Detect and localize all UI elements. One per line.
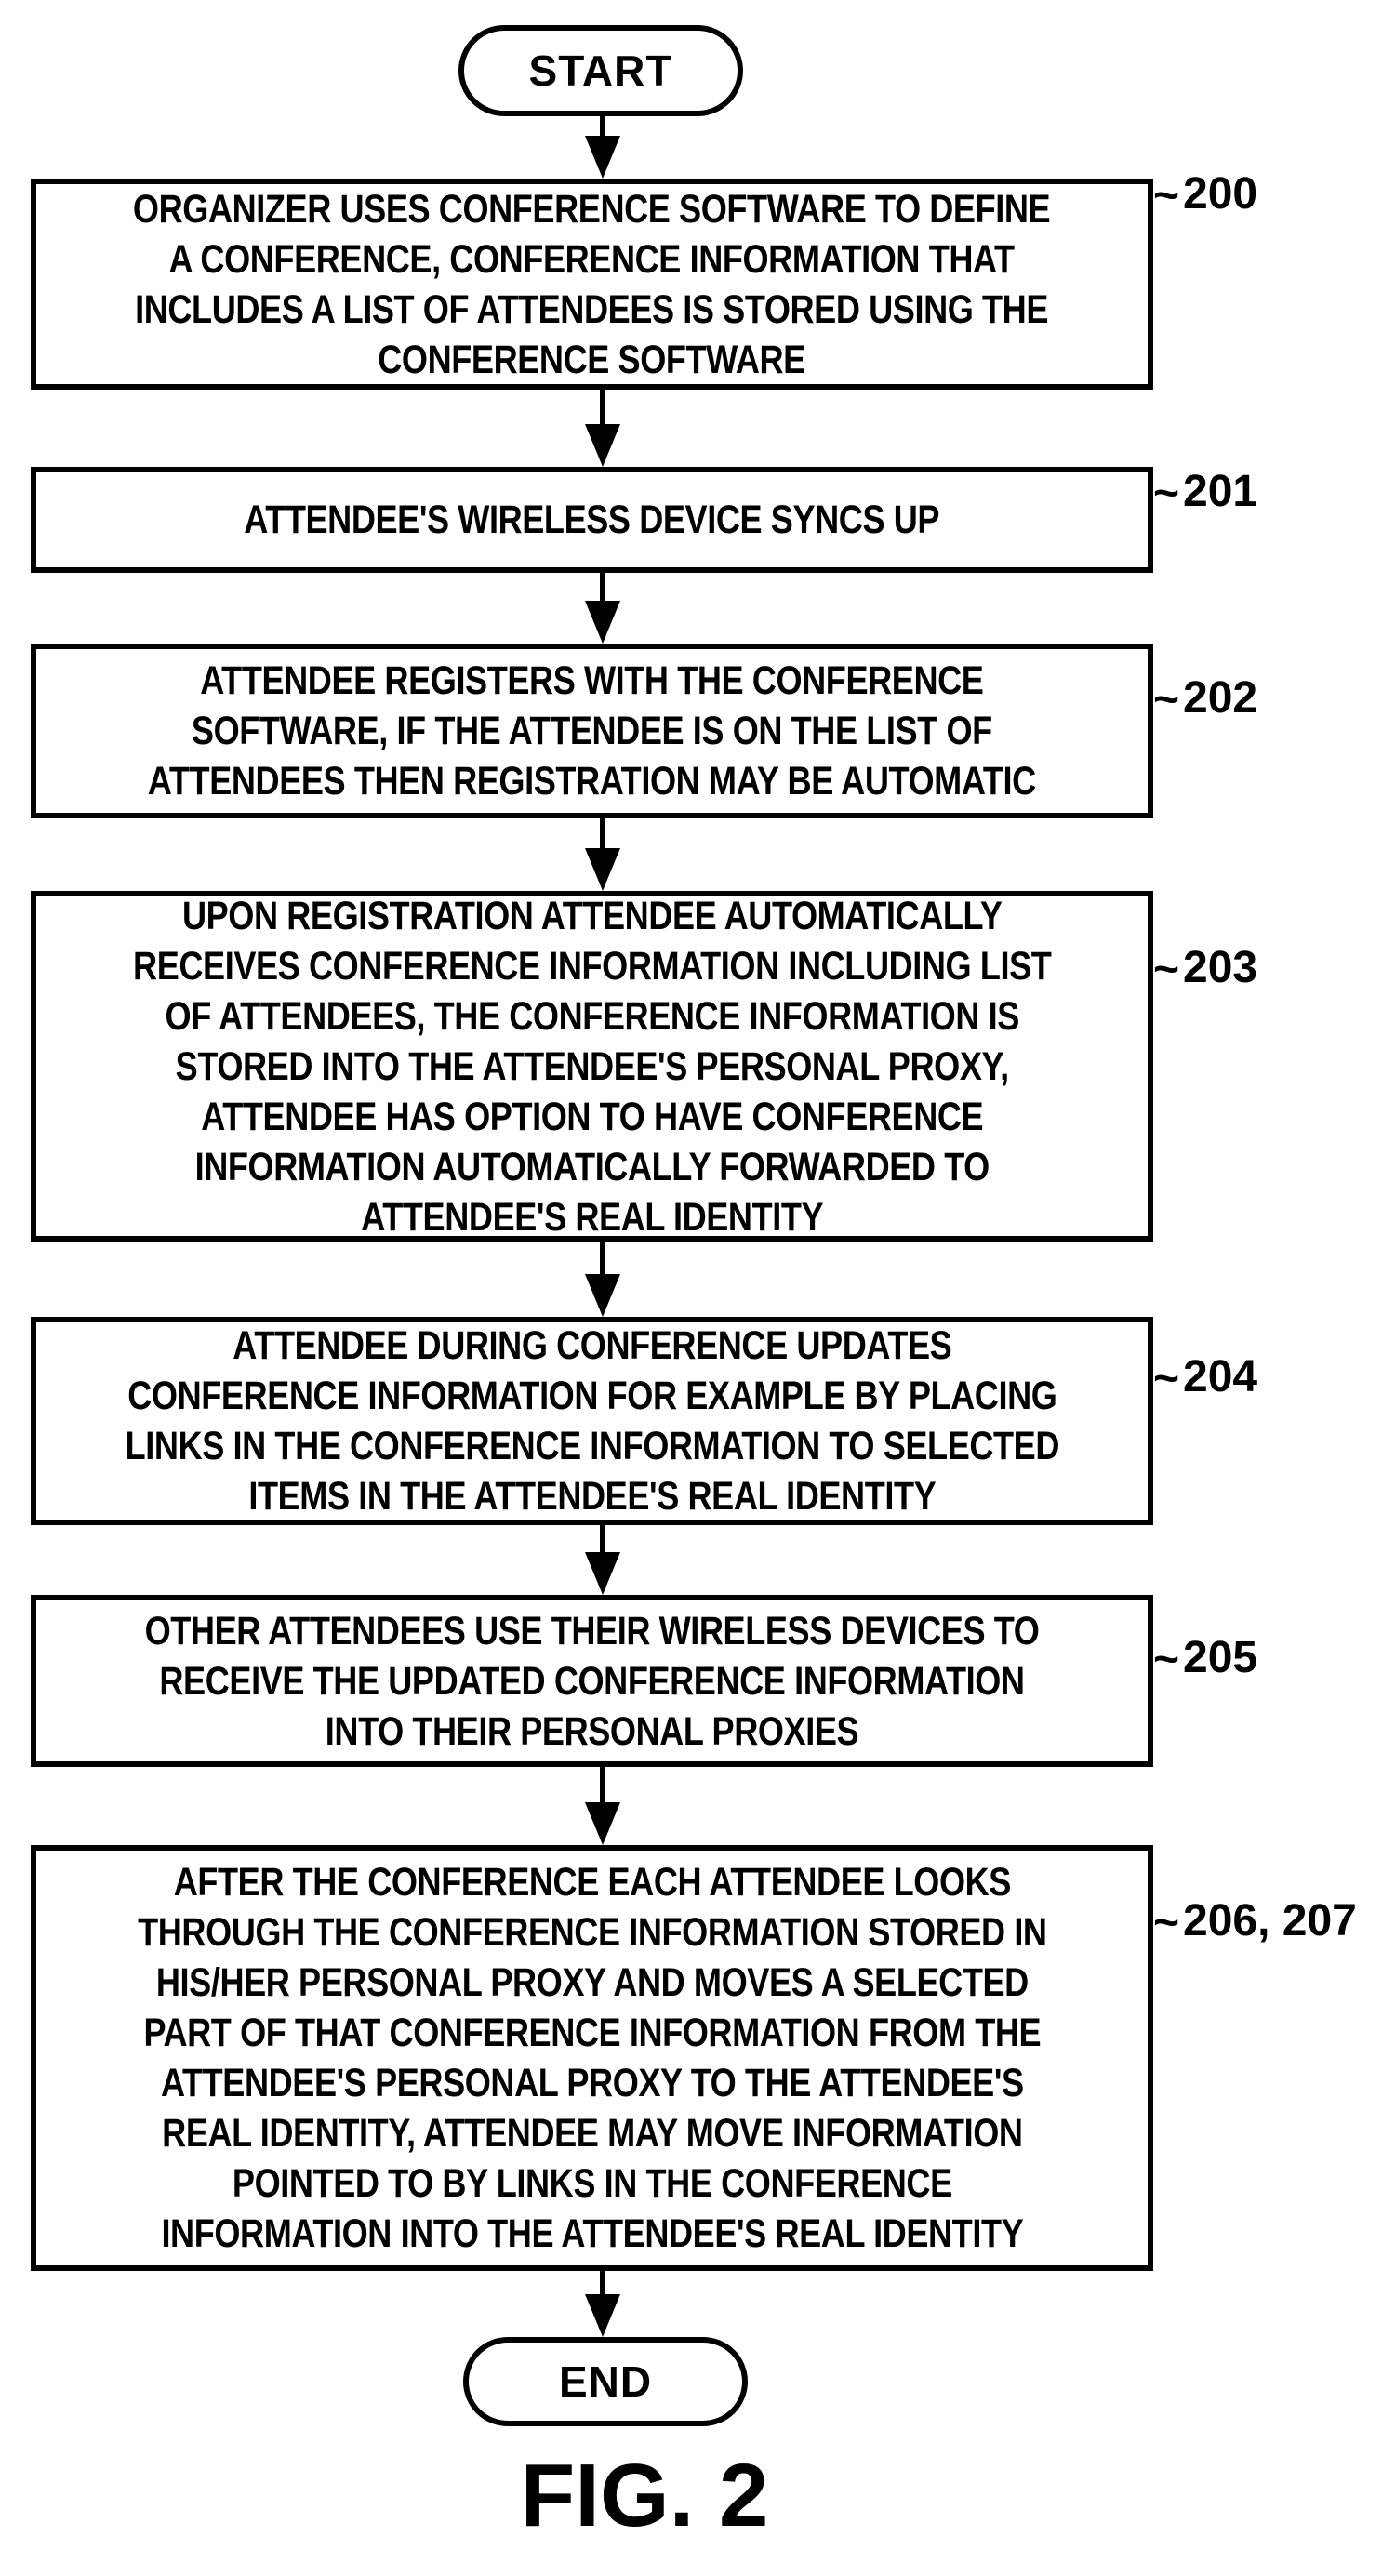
lead-line-tilde: ~ [1153,1898,1180,1947]
step-box-attendee-registers [31,644,1153,818]
ref-label-203 [1153,943,1258,994]
ref-number: 206, 207 [1183,1896,1357,1945]
flow-arrow-head [585,136,620,179]
flow-arrow-head [585,1802,620,1845]
step-box-receives-information [31,891,1153,1242]
lead-line-tilde: ~ [1153,469,1180,518]
step-box-updates-information [31,1317,1153,1525]
ref-number: 200 [1183,169,1258,219]
ref-number: 203 [1183,943,1258,992]
flow-arrow-head [585,1274,620,1317]
end-label: END [558,2357,653,2406]
lead-line-tilde: ~ [1153,1635,1180,1684]
end-terminal [463,2337,748,2426]
lead-line-tilde: ~ [1153,945,1180,994]
flow-arrow-head [585,1552,620,1595]
flow-arrow-head [585,601,620,644]
step-text: ATTENDEE REGISTERS WITH THE CONFERENCE SOFTWARE, IF THE ATTENDEE IS ON THE LIST OF ATTENDEES THEN REGISTRATION MAY BE AUTOMATIC [148,658,1036,803]
step-text: AFTER THE CONFERENCE EACH ATTENDEE LOOKS THROUGH THE CONFERENCE INFORMATION STORED IN HIS/HER PERSONAL PROXY AND MOVES A SELECTED PART OF THAT CONFERENCE INFORMATION FROM THE ATTENDEE'S PERSONAL PROXY TO THE ATTENDEE'S REAL IDENTITY, ATTENDEE MAY MOVE INFORMATION POINTED TO BY LINKS IN THE CONFERENCE INFORMATION INTO THE ATTENDEE'S REAL IDENTITY [137,1860,1047,2256]
lead-line-tilde: ~ [1153,171,1180,220]
figure-caption: FIG. 2 [520,2446,769,2545]
ref-number: 205 [1183,1633,1258,1682]
ref-label-205 [1153,1633,1258,1684]
ref-number: 201 [1183,467,1258,516]
ref-label-200 [1153,169,1258,220]
flow-arrow-head [585,848,620,891]
step-box-define-conference [31,179,1153,390]
ref-label-206-207 [1153,1896,1357,1947]
ref-label-201 [1153,467,1258,518]
ref-label-204 [1153,1352,1258,1403]
lead-line-tilde: ~ [1153,675,1180,724]
step-text: ORGANIZER USES CONFERENCE SOFTWARE TO DEFINE A CONFERENCE, CONFERENCE INFORMATION THAT INCLUDES A LIST OF ATTENDEES IS STORED USING THE CONFERENCE SOFTWARE [133,186,1051,382]
start-terminal [458,25,743,116]
ref-number: 202 [1183,673,1258,723]
flow-arrow-head [585,2294,620,2337]
step-text: ATTENDEE'S WIRELESS DEVICE SYNCS UP [244,498,940,542]
flow-arrow-head [585,424,620,467]
step-box-device-syncs [31,467,1153,573]
step-text: OTHER ATTENDEES USE THEIR WIRELESS DEVICES TO RECEIVE THE UPDATED CONFERENCE INFORMATION INTO THEIR PERSONAL PROXIES [144,1608,1040,1754]
ref-number: 204 [1183,1352,1258,1401]
step-box-other-attendees-receive [31,1595,1153,1767]
start-label: START [528,46,673,95]
step-text: UPON REGISTRATION ATTENDEE AUTOMATICALLY RECEIVES CONFERENCE INFORMATION INCLUDING LIST OF ATTENDEES, THE CONFERENCE INFORMATION IS STORED INTO THE ATTENDEE'S PERSONAL PROXY, ATTENDEE HAS OPTION TO HAVE CONFERENCE INFORMATION AUTOMATICALLY FORWARDED TO ATTENDEE'S REAL IDENTITY [132,893,1052,1240]
ref-label-202 [1153,673,1258,724]
step-text: ATTENDEE DURING CONFERENCE UPDATES CONFERENCE INFORMATION FOR EXAMPLE BY PLACING LINKS IN THE CONFERENCE INFORMATION TO SELECTED ITEMS IN THE ATTENDEE'S REAL IDENTITY [125,1323,1059,1519]
lead-line-tilde: ~ [1153,1354,1180,1403]
step-box-after-conference-moves [31,1845,1153,2271]
